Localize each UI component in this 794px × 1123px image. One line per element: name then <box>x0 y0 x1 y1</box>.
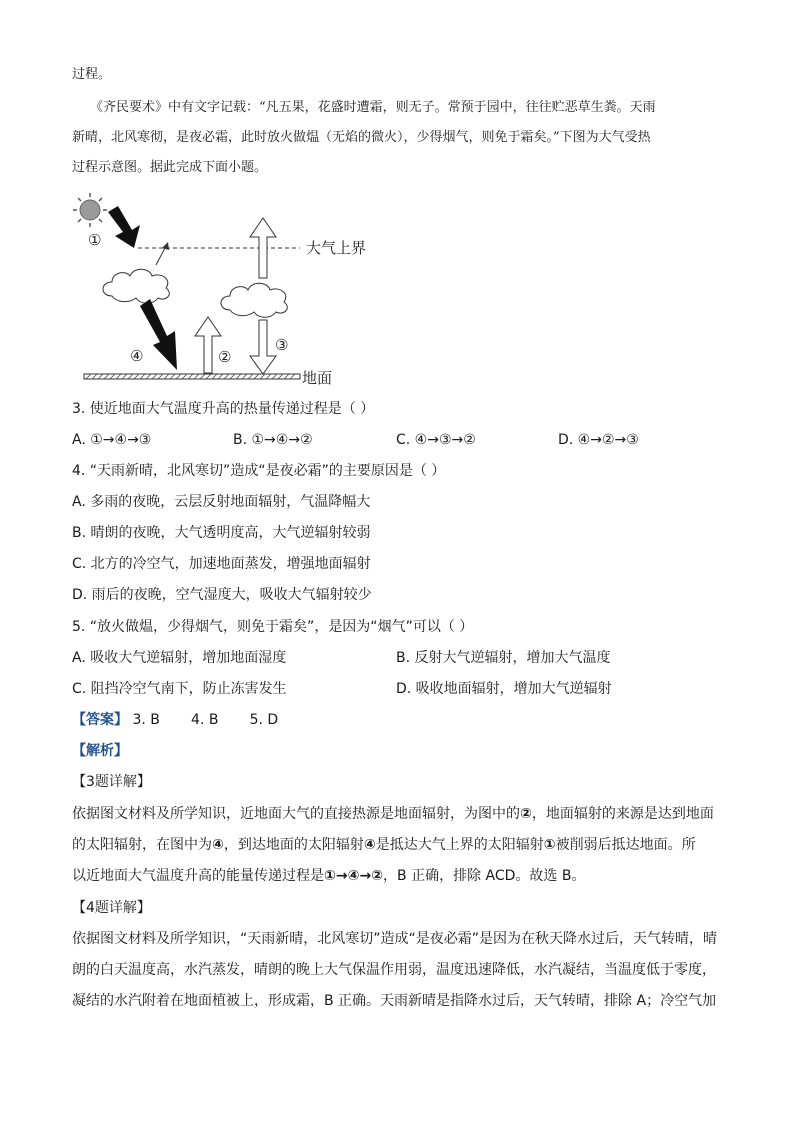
q4-detail-line-1: 依据图文材料及所学知识，“天雨新晴，北风寒切”造成“是夜必霜”是因为在秋天降水过后，天气转晴，晴 <box>72 931 718 947</box>
label-num-2: ② <box>218 348 232 366</box>
intro-line-3: 过程示意图。据此完成下面小题。 <box>72 160 268 175</box>
q4-option-d: D. 雨后的夜晚，空气湿度大，吸收大气辐射较少 <box>72 587 372 603</box>
q3-detail-text-2b: ④ <box>212 837 224 853</box>
q3-option-c: C. ④→③→② <box>396 432 476 448</box>
q3-detail-heading: 【3题详解】 <box>72 774 151 790</box>
q5-option-a: A. 吸收大气逆辐射，增加地面湿度 <box>72 650 287 666</box>
arrow-3-counter-radiation <box>250 320 276 374</box>
q3-detail-text-2e: 是抵达大气上界的太阳辐射 <box>375 837 544 853</box>
label-num-3: ③ <box>275 336 289 354</box>
reflected-arrow <box>156 242 169 265</box>
intro-line-1: 《齐民要术》中有文字记载：“凡五果，花盛时遭霜，则无子。常预于园中，往往贮恶草生粪。天雨 <box>90 100 656 115</box>
q5-option-b: B. 反射大气逆辐射，增加大气温度 <box>396 650 611 666</box>
answer-5: 5. D <box>249 712 279 728</box>
q5-option-d: D. 吸收地面辐射，增加大气逆辐射 <box>396 681 612 697</box>
q3-detail-text-1a: 依据图文材料及所学知识，近地面大气的直接热源是地面辐射，为图中的 <box>72 806 520 822</box>
q3-detail-text-3a: 以近地面大气温度升高的能量传递过程是 <box>72 868 324 884</box>
q4-option-c: C. 北方的冷空气，加速地面蒸发，增强地面辐射 <box>72 556 371 572</box>
answer-label: 【答案】 <box>72 712 128 728</box>
intro-line-0: 过程。 <box>72 67 112 82</box>
q4-detail-line-2: 朗的白天温度高，水汽蒸发，晴朗的晚上大气保温作用弱，温度迅速降低，水汽凝结，当温度低于零度， <box>72 962 716 978</box>
q3-detail-line-2 <box>72 834 696 856</box>
label-num-4: ④ <box>130 347 144 365</box>
q3-detail-line-3 <box>72 865 585 887</box>
q3-detail-text-2d: ④ <box>363 837 376 853</box>
q3-option-a: A. ①→④→③ <box>72 432 152 448</box>
q3-detail-text-2a: 的太阳辐射，在图中为 <box>72 837 212 853</box>
ground-hatch <box>84 374 300 379</box>
analysis-label: 【解析】 <box>72 743 128 759</box>
question-5-stem: 5. “放火做煴，少得烟气，则免于霜矣”，是因为“烟气”可以（ ） <box>72 619 474 635</box>
q3-detail-text-2g: 被削弱后抵达地面。所 <box>555 837 696 853</box>
cloud-left-icon <box>103 269 169 303</box>
q3-detail-text-2f: ① <box>543 837 556 853</box>
q4-detail-line-3: 凝结的水汽附着在地面植被上，形成霜，B 正确。天雨新晴是指降水过后，天气转晴，排除 A；冷空气加 <box>72 993 717 1009</box>
cloud-right-icon <box>221 283 287 317</box>
label-num-1: ① <box>88 231 102 249</box>
label-ground: 地面 <box>302 369 333 387</box>
arrow-4-surface-solar <box>140 299 177 370</box>
q3-detail-text-2c: ，到达地面的太阳辐射 <box>223 837 364 853</box>
answer-4: 4. B <box>191 712 219 728</box>
q3-detail-line-1 <box>72 803 714 825</box>
q3-detail-text-3c: ，B 正确，排除 ACD。故选 B。 <box>383 868 586 884</box>
question-3-stem: 3. 使近地面大气温度升高的热量传递过程是（ ） <box>72 401 375 417</box>
q3-detail-text-1b: ② <box>520 806 532 822</box>
intro-line-2: 新晴，北风寒彻，是夜必霜，此时放火做煴（无焰的微火），少得烟气，则免于霜矣。”下图为大气受热 <box>72 130 651 145</box>
question-4-stem: 4. “天雨新晴，北风寒切”造成“是夜必霜”的主要原因是（ ） <box>72 463 446 479</box>
q4-detail-heading: 【4题详解】 <box>72 900 151 916</box>
sun-icon <box>73 193 107 227</box>
arrow-1-solar-radiation <box>108 206 140 248</box>
atmosphere-heating-diagram <box>70 190 400 390</box>
label-atmosphere-top: 大气上界 <box>306 239 367 257</box>
q4-option-a: A. 多雨的夜晚，云层反射地面辐射，气温降幅大 <box>72 494 371 510</box>
q3-option-b: B. ①→④→② <box>233 432 313 448</box>
q3-detail-text-1c: ，地面辐射的来源是达到地面 <box>531 806 714 822</box>
q4-option-b: B. 晴朗的夜晚，大气透明度高，大气逆辐射较弱 <box>72 525 371 541</box>
answer-3: 3. B <box>132 712 160 728</box>
q5-option-c: C. 阻挡冷空气南下，防止冻害发生 <box>72 681 287 697</box>
q3-option-d: D. ④→②→③ <box>558 432 639 448</box>
answer-row <box>72 709 278 731</box>
q3-detail-text-3b: ①→④→② <box>324 868 384 884</box>
